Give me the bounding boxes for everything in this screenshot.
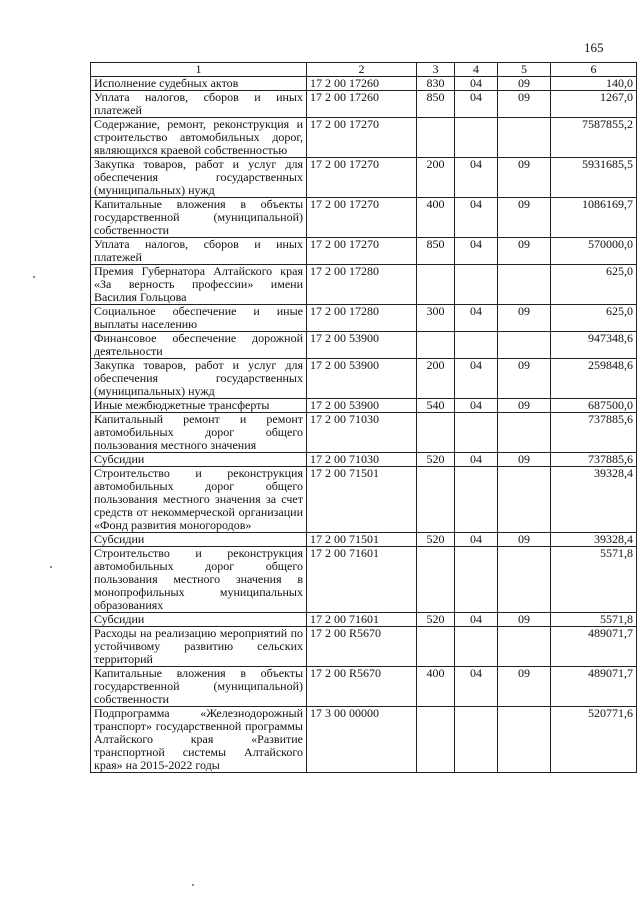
col-header-1: 1	[91, 63, 307, 77]
section-code	[455, 547, 498, 613]
target-code: 17 2 00 71601	[307, 613, 417, 627]
amount: 7587855,2	[551, 118, 637, 158]
expense-name: Закупка товаров, работ и услуг для обеспечения государственных (муниципальных) нужд	[91, 158, 307, 198]
section-code: 04	[455, 158, 498, 198]
amount: 140,0	[551, 77, 637, 91]
subsection-code: 09	[498, 198, 551, 238]
table-row	[91, 91, 637, 118]
section-code	[455, 707, 498, 773]
target-code: 17 2 00 71501	[307, 467, 417, 533]
subsection-code	[498, 332, 551, 359]
expense-name: Иные межбюджетные трансферты	[91, 399, 307, 413]
expense-type	[417, 265, 455, 305]
target-code: 17 2 00 17260	[307, 77, 417, 91]
subsection-code	[498, 118, 551, 158]
target-code: 17 2 00 53900	[307, 332, 417, 359]
expense-type: 520	[417, 533, 455, 547]
section-code: 04	[455, 198, 498, 238]
subsection-code: 09	[498, 305, 551, 332]
expense-type: 200	[417, 158, 455, 198]
section-code: 04	[455, 91, 498, 118]
table-row	[91, 332, 637, 359]
amount: 5931685,5	[551, 158, 637, 198]
section-code: 04	[455, 399, 498, 413]
amount: 39328,4	[551, 467, 637, 533]
expense-type	[417, 467, 455, 533]
expense-name: Расходы на реализацию мероприятий по устойчивому развитию сельских территорий	[91, 627, 307, 667]
amount: 1086169,7	[551, 198, 637, 238]
expense-type: 850	[417, 238, 455, 265]
section-code: 04	[455, 667, 498, 707]
subsection-code: 09	[498, 158, 551, 198]
table-row	[91, 707, 637, 773]
target-code: 17 2 00 53900	[307, 359, 417, 399]
amount: 687500,0	[551, 399, 637, 413]
expense-name: Строительство и реконструкция автомобильных дорог общего пользования местного значения в монопрофильных муниципальных образованиях	[91, 547, 307, 613]
section-code: 04	[455, 533, 498, 547]
subsection-code: 09	[498, 91, 551, 118]
expense-type: 200	[417, 359, 455, 399]
expense-name: Подпрограмма «Железнодорожный транспорт» государственной программы Алтайского края «Развитие транспортной системы Алтайского края» на 2015-2022 годы	[91, 707, 307, 773]
table-row	[91, 613, 637, 627]
section-code	[455, 118, 498, 158]
page-number: 165	[584, 40, 604, 55]
expense-type: 300	[417, 305, 455, 332]
amount: 737885,6	[551, 413, 637, 453]
subsection-code	[498, 413, 551, 453]
table-row	[91, 118, 637, 158]
amount: 625,0	[551, 305, 637, 332]
table-row	[91, 453, 637, 467]
target-code: 17 2 00 R5670	[307, 627, 417, 667]
expense-type	[417, 332, 455, 359]
amount: 737885,6	[551, 453, 637, 467]
expense-type	[417, 707, 455, 773]
amount: 520771,6	[551, 707, 637, 773]
section-code: 04	[455, 613, 498, 627]
expense-type: 850	[417, 91, 455, 118]
amount: 39328,4	[551, 533, 637, 547]
target-code: 17 2 00 17270	[307, 198, 417, 238]
table-row	[91, 238, 637, 265]
table-row	[91, 413, 637, 453]
expense-name: Капитальный ремонт и ремонт автомобильных дорог общего пользования местного значения	[91, 413, 307, 453]
table-row	[91, 198, 637, 238]
expense-type	[417, 413, 455, 453]
expense-name: Капитальные вложения в объекты государственной (муниципальной) собственности	[91, 198, 307, 238]
amount: 5571,8	[551, 547, 637, 613]
expense-type: 400	[417, 667, 455, 707]
target-code: 17 2 00 R5670	[307, 667, 417, 707]
subsection-code: 09	[498, 533, 551, 547]
table-row	[91, 667, 637, 707]
table-row	[91, 359, 637, 399]
table-body	[91, 77, 637, 773]
expense-name: Закупка товаров, работ и услуг для обеспечения государственных (муниципальных) нужд	[91, 359, 307, 399]
section-code: 04	[455, 77, 498, 91]
scan-speck	[192, 884, 194, 886]
subsection-code: 09	[498, 359, 551, 399]
section-code	[455, 627, 498, 667]
amount: 570000,0	[551, 238, 637, 265]
table-row	[91, 305, 637, 332]
target-code: 17 2 00 53900	[307, 399, 417, 413]
expense-name: Уплата налогов, сборов и иных платежей	[91, 91, 307, 118]
subsection-code: 09	[498, 77, 551, 91]
section-code	[455, 332, 498, 359]
amount: 489071,7	[551, 667, 637, 707]
amount: 947348,6	[551, 332, 637, 359]
expense-name: Уплата налогов, сборов и иных платежей	[91, 238, 307, 265]
section-code: 04	[455, 238, 498, 265]
subsection-code: 09	[498, 238, 551, 265]
target-code: 17 2 00 17270	[307, 158, 417, 198]
table-row	[91, 158, 637, 198]
expense-type: 520	[417, 613, 455, 627]
target-code: 17 2 00 17270	[307, 238, 417, 265]
subsection-code: 09	[498, 453, 551, 467]
table-row	[91, 547, 637, 613]
col-header-6: 6	[551, 63, 637, 77]
amount: 5571,8	[551, 613, 637, 627]
expense-name: Субсидии	[91, 453, 307, 467]
col-header-5: 5	[498, 63, 551, 77]
scan-speck	[33, 276, 35, 278]
target-code: 17 2 00 71501	[307, 533, 417, 547]
target-code: 17 2 00 71030	[307, 413, 417, 453]
target-code: 17 2 00 17260	[307, 91, 417, 118]
target-code: 17 2 00 71030	[307, 453, 417, 467]
header-row	[91, 63, 637, 77]
section-code	[455, 467, 498, 533]
amount: 489071,7	[551, 627, 637, 667]
table-row	[91, 265, 637, 305]
amount: 625,0	[551, 265, 637, 305]
expense-type: 520	[417, 453, 455, 467]
expense-type	[417, 118, 455, 158]
target-code: 17 2 00 17270	[307, 118, 417, 158]
target-code: 17 2 00 71601	[307, 547, 417, 613]
subsection-code	[498, 707, 551, 773]
subsection-code	[498, 547, 551, 613]
col-header-3: 3	[417, 63, 455, 77]
section-code	[455, 413, 498, 453]
expense-type	[417, 547, 455, 613]
col-header-2: 2	[307, 63, 417, 77]
subsection-code	[498, 467, 551, 533]
target-code: 17 3 00 00000	[307, 707, 417, 773]
table-row	[91, 467, 637, 533]
section-code: 04	[455, 453, 498, 467]
section-code: 04	[455, 305, 498, 332]
expense-name: Субсидии	[91, 613, 307, 627]
section-code	[455, 265, 498, 305]
expense-type: 540	[417, 399, 455, 413]
subsection-code	[498, 627, 551, 667]
expense-name: Финансовое обеспечение дорожной деятельности	[91, 332, 307, 359]
expense-name: Премия Губернатора Алтайского края «За верность профессии» имени Василия Гольцова	[91, 265, 307, 305]
expense-name: Строительство и реконструкция автомобильных дорог общего пользования местного значения за счет средств от некоммерческой организации «Фонд развития моногородов»	[91, 467, 307, 533]
target-code: 17 2 00 17280	[307, 305, 417, 332]
budget-table	[90, 62, 637, 773]
expense-name: Социальное обеспечение и иные выплаты населению	[91, 305, 307, 332]
col-header-4: 4	[455, 63, 498, 77]
table-row	[91, 627, 637, 667]
section-code: 04	[455, 359, 498, 399]
subsection-code: 09	[498, 613, 551, 627]
subsection-code	[498, 265, 551, 305]
subsection-code: 09	[498, 667, 551, 707]
expense-name: Содержание, ремонт, реконструкция и строительство автомобильных дорог, являющихся краевой собственностью	[91, 118, 307, 158]
target-code: 17 2 00 17280	[307, 265, 417, 305]
amount: 1267,0	[551, 91, 637, 118]
expense-name: Капитальные вложения в объекты государственной (муниципальной) собственности	[91, 667, 307, 707]
scan-speck	[50, 566, 52, 568]
amount: 259848,6	[551, 359, 637, 399]
table-row	[91, 533, 637, 547]
table-row	[91, 77, 637, 91]
subsection-code: 09	[498, 399, 551, 413]
expense-type	[417, 627, 455, 667]
expense-type: 830	[417, 77, 455, 91]
expense-name: Исполнение судебных актов	[91, 77, 307, 91]
expense-type: 400	[417, 198, 455, 238]
expense-name: Субсидии	[91, 533, 307, 547]
table-row	[91, 399, 637, 413]
